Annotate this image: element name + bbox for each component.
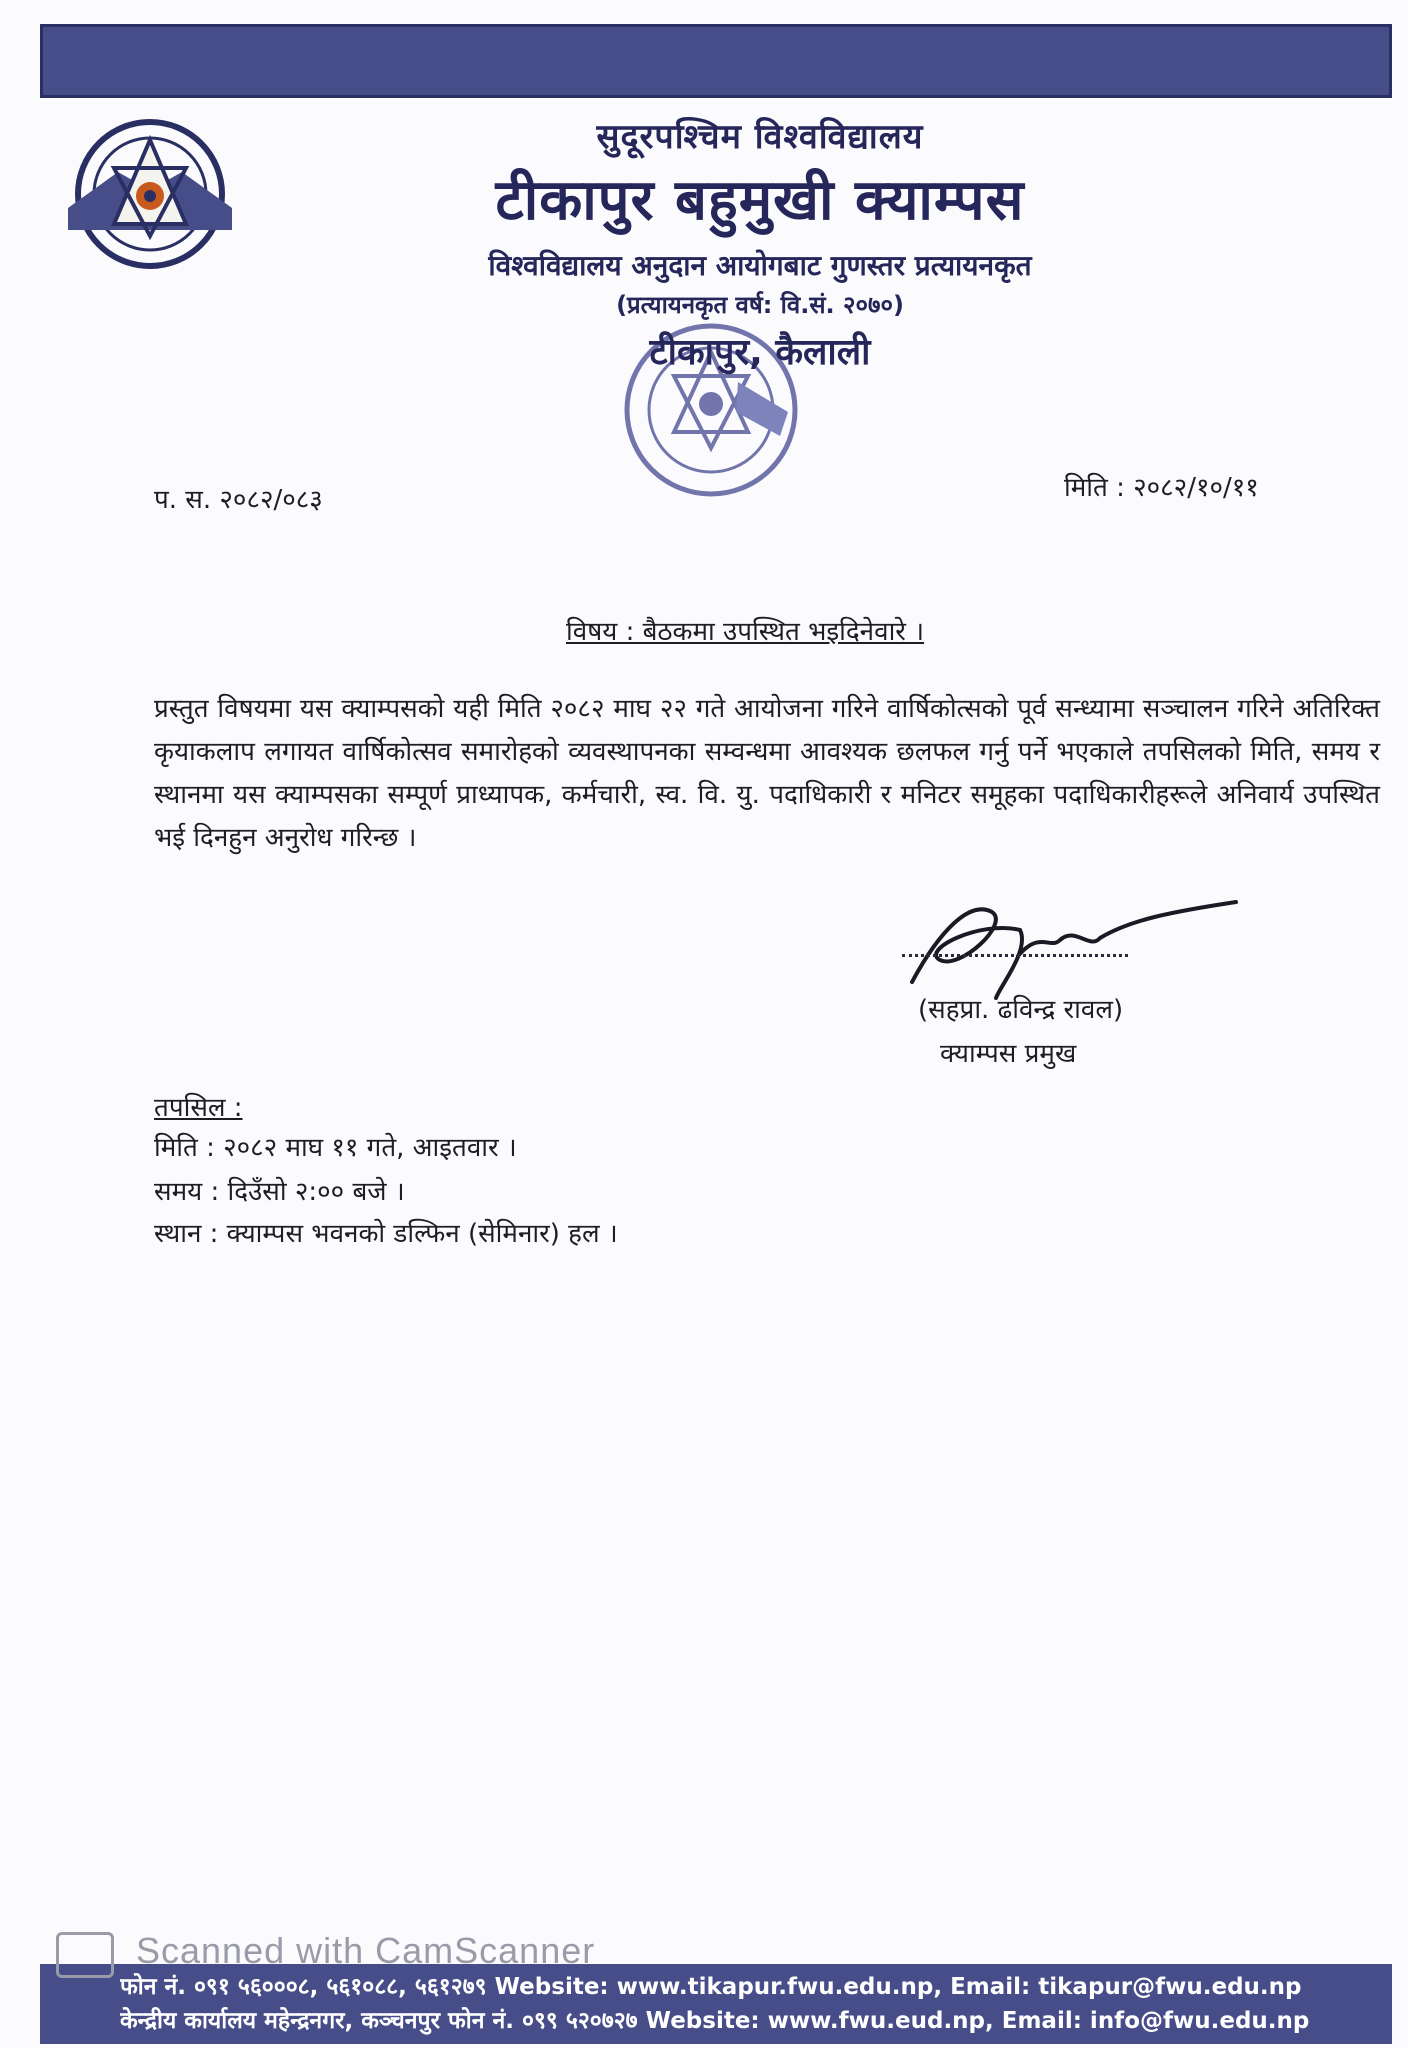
campus-location: टीकापुर, कैलाली xyxy=(649,332,871,373)
university-name: सुदूरपश्चिम विश्वविद्यालय xyxy=(596,117,924,157)
footer-contact-campus: फोन नं. ०९१ ५६०००८, ५६१०८८, ५६१२७९ Website: www.tikapur.fwu.edu.np, Email: tikapur@fwu.edu.np xyxy=(120,1974,1302,2000)
accreditation-line: विश्वविद्यालय अनुदान आयोगबाट गुणस्तर प्रत्यायनकृत xyxy=(488,249,1032,282)
scanner-watermark: Scanned with CamScanner xyxy=(136,1930,596,1971)
footer-contact-central: केन्द्रीय कार्यालय महेन्द्रनगर, कञ्चनपुर फोन नं. ०९९ ५२०७२७ Website: www.fwu.eud.np, Email: info@fwu.edu.np xyxy=(120,2008,1310,2034)
meeting-date: मिति : २०८२ माघ ११ गते, आइतवार । xyxy=(154,1133,517,1163)
footer-band xyxy=(40,1964,1392,2044)
university-logo xyxy=(58,112,242,276)
accreditation-year: (प्रत्यायनकृत वर्ष: वि.सं. २०७०) xyxy=(616,291,904,319)
signatory-title: क्याम्पस प्रमुख xyxy=(940,1039,1077,1069)
meeting-time: समय : दिउँसो २:०० बजे । xyxy=(154,1177,405,1207)
signature xyxy=(900,890,1240,1000)
reference-number: प. स. २०८२/०८३ xyxy=(154,485,323,515)
camscanner-icon xyxy=(56,1932,114,1978)
meeting-place: स्थान : क्याम्पस भवनको डल्फिन (सेमिनार) हल । xyxy=(154,1219,618,1249)
letter-date: मिति : २०८२/१०/११ xyxy=(1064,473,1259,503)
header-band xyxy=(40,24,1392,98)
signatory-name: (सहप्रा. ढविन्द्र रावल) xyxy=(918,995,1124,1025)
letter-body: प्रस्तुत विषयमा यस क्याम्पसको यही मिति २०८२ माघ २२ गते आयोजना गरिने वार्षिकोत्सको पूर्व सन्ध्यामा सञ्चालन गरिने अतिरिक्त कृयाकलाप लगायत वार्षिकोत्सव समारोहको व्यवस्थापनका सम्वन्धमा आवश्यक छलफल गर्नु पर्ने भएकाले तपसिलको मिति, समय र स्थानमा यस क्याम्पसका सम्पूर्ण प्राध्यापक, कर्मचारी, स्व. वि. यु. पदाधिकारी र मनिटर समूहका पदाधिकारीहरूले अनिवार्य उपस्थित भई दिनहुन अनुरोध गरिन्छ । xyxy=(154,694,1380,853)
signature-line xyxy=(902,954,1128,957)
campus-name: टीकापुर बहुमुखी क्याम्पस xyxy=(495,168,1025,233)
letter-subject: विषय : बैठकमा उपस्थित भइदिनेवारे । xyxy=(566,617,925,647)
details-heading: तपसिल : xyxy=(154,1093,243,1123)
